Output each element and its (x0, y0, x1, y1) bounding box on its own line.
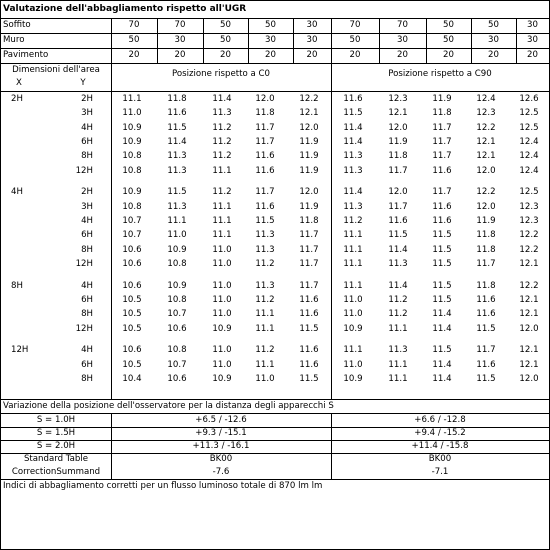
variation-label: S = 1.0H (36, 415, 76, 425)
rule (331, 18, 332, 63)
surface-value: 50 (128, 35, 140, 45)
ugr-value-c0: 11.8 (255, 108, 275, 119)
ugr-value-c90: 12.5 (519, 108, 539, 119)
ugr-value-c90: 12.3 (476, 108, 496, 119)
area-y: 12H (75, 323, 93, 334)
ugr-value-c90: 11.8 (476, 230, 496, 241)
ugr-value-c90: 11.7 (388, 201, 408, 212)
ugr-value-c90: 12.6 (519, 94, 539, 104)
ugr-value-c0: 11.8 (167, 94, 187, 104)
ugr-value-c90: 11.7 (432, 187, 452, 198)
ugr-value-c0: 10.9 (122, 136, 142, 147)
ugr-value-c0: 11.7 (299, 244, 319, 255)
ugr-value-c0: 10.6 (122, 280, 142, 291)
variation-c0: +11.3 / -16.1 (192, 441, 250, 451)
ugr-value-c0: 10.6 (167, 373, 187, 384)
correction-c90: -7.1 (431, 467, 449, 477)
ugr-value-c90: 12.5 (519, 122, 539, 133)
rule (203, 18, 204, 63)
area-x: 2H (11, 94, 23, 104)
ugr-value-c90: 11.6 (476, 294, 496, 305)
ugr-value-c90: 11.4 (343, 136, 363, 147)
ugr-value-c90: 11.8 (476, 280, 496, 291)
ugr-value-c90: 11.3 (343, 151, 363, 162)
ugr-value-c90: 11.5 (476, 373, 496, 384)
ugr-value-c90: 11.5 (476, 323, 496, 334)
area-y: 4H (81, 122, 93, 133)
area-x: 8H (11, 280, 23, 291)
area-y: 8H (81, 151, 93, 162)
surface-value: 70 (349, 20, 361, 30)
area-header-title: Dimensioni dell'area (12, 65, 100, 75)
rule (331, 63, 332, 399)
ugr-value-c0: 11.3 (167, 201, 187, 212)
surface-label-1: Muro (3, 35, 25, 45)
surface-value: 50 (443, 35, 454, 45)
surface-value: 30 (488, 35, 499, 45)
rule (516, 18, 517, 63)
surface-value: 30 (265, 35, 276, 45)
ugr-value-c90: 11.5 (432, 258, 452, 269)
standard-table-c0: BK00 (209, 454, 233, 464)
standard-table-c90: BK00 (428, 454, 452, 464)
ugr-value-c90: 12.1 (476, 151, 496, 162)
variation-c0: +6.5 / -12.6 (195, 415, 247, 425)
rule (248, 18, 249, 63)
surface-value: 20 (128, 50, 140, 60)
rule (111, 18, 112, 63)
ugr-value-c0: 11.6 (299, 359, 319, 370)
surface-value: 20 (397, 50, 408, 60)
ugr-value-c90: 11.2 (388, 309, 408, 320)
surface-value: 50 (220, 20, 231, 30)
ugr-value-c0: 11.4 (167, 136, 187, 147)
ugr-value-c90: 11.4 (343, 122, 363, 133)
ugr-value-c90: 11.5 (388, 230, 408, 241)
area-y: 6H (81, 294, 93, 305)
rule (1, 91, 549, 92)
ugr-value-c0: 11.7 (299, 280, 319, 291)
ugr-value-c0: 11.5 (299, 323, 319, 334)
ugr-value-c0: 11.2 (255, 294, 275, 305)
ugr-value-c0: 11.9 (299, 165, 319, 176)
ugr-value-c0: 12.0 (299, 122, 319, 133)
ugr-value-c90: 12.1 (388, 108, 408, 119)
ugr-value-c90: 12.2 (519, 244, 539, 255)
ugr-value-c0: 11.6 (167, 108, 187, 119)
ugr-value-c90: 12.1 (476, 136, 496, 147)
ugr-value-c90: 11.0 (343, 309, 363, 320)
rule (111, 63, 112, 399)
ugr-value-c0: 11.5 (167, 122, 187, 133)
ugr-value-c90: 11.5 (432, 230, 452, 241)
ugr-value-c0: 11.2 (212, 122, 232, 133)
ugr-value-c0: 10.9 (122, 122, 142, 133)
ugr-value-c0: 11.6 (299, 309, 319, 320)
area-y: 3H (81, 201, 93, 212)
ugr-value-c90: 11.6 (432, 165, 452, 176)
ugr-value-c90: 11.7 (388, 165, 408, 176)
ugr-value-c90: 11.4 (432, 359, 452, 370)
ugr-value-c90: 12.2 (476, 187, 496, 198)
ugr-value-c90: 11.4 (432, 309, 452, 320)
ugr-value-c90: 11.6 (432, 201, 452, 212)
ugr-value-c90: 11.1 (388, 359, 408, 370)
ugr-value-c0: 11.5 (255, 215, 275, 226)
ugr-value-c90: 11.1 (388, 373, 408, 384)
ugr-value-c0: 11.5 (167, 187, 187, 198)
ugr-value-c90: 11.3 (388, 258, 408, 269)
ugr-value-c90: 12.3 (388, 94, 408, 104)
ugr-value-c0: 11.0 (212, 280, 232, 291)
surface-label-2: Pavimento (3, 50, 49, 60)
ugr-value-c0: 11.0 (255, 373, 275, 384)
area-y: 6H (81, 136, 93, 147)
ugr-value-c90: 12.1 (519, 345, 539, 356)
surface-value: 30 (306, 35, 318, 45)
area-y: 12H (75, 165, 93, 176)
ugr-value-c0: 11.1 (255, 323, 275, 334)
ugr-value-c0: 10.5 (122, 294, 142, 305)
surface-value: 30 (527, 20, 538, 30)
ugr-value-c0: 10.4 (122, 373, 142, 384)
rule (379, 18, 380, 63)
ugr-value-c90: 12.0 (519, 373, 539, 384)
ugr-value-c0: 11.8 (299, 215, 319, 226)
rule (426, 18, 427, 63)
area-y: 4H (81, 345, 93, 356)
ugr-value-c90: 12.2 (519, 230, 539, 241)
variation-c90: +6.6 / -12.8 (414, 415, 466, 425)
surface-value: 20 (488, 50, 499, 60)
ugr-value-c0: 10.5 (122, 359, 142, 370)
ugr-value-c0: 12.1 (299, 108, 319, 119)
ugr-value-c0: 10.6 (122, 258, 142, 269)
ugr-value-c90: 11.4 (343, 187, 363, 198)
ugr-value-c90: 12.2 (476, 122, 496, 133)
ugr-value-c90: 11.7 (432, 122, 452, 133)
ugr-value-c90: 12.3 (519, 201, 539, 212)
ugr-value-c0: 10.7 (122, 230, 142, 241)
surface-value: 50 (265, 20, 276, 30)
area-y: 3H (81, 108, 93, 119)
ugr-value-c0: 10.7 (167, 309, 187, 320)
surface-value: 70 (128, 20, 140, 30)
ugr-value-c90: 12.4 (519, 165, 539, 176)
surface-value: 20 (265, 50, 276, 60)
area-y: 12H (75, 258, 93, 269)
ugr-value-c0: 10.5 (122, 323, 142, 334)
footer-note: Indici di abbagliamento corretti per un flusso luminoso totale di 870 lm lm (3, 481, 323, 491)
ugr-value-c0: 11.7 (255, 136, 275, 147)
ugr-value-c0: 10.5 (122, 309, 142, 320)
area-x: 4H (11, 187, 23, 198)
ugr-value-c90: 11.9 (432, 94, 452, 104)
variation-title: Variazione della posizione dell'osservatore per la distanza degli apparecchi S (3, 401, 334, 411)
area-x: 12H (11, 345, 29, 356)
surface-value: 20 (174, 50, 186, 60)
ugr-value-c0: 11.1 (212, 215, 232, 226)
surface-label-0: Soffito (3, 20, 31, 30)
surface-value: 50 (349, 35, 361, 45)
ugr-value-c0: 12.2 (299, 94, 319, 104)
ugr-value-c90: 11.3 (343, 201, 363, 212)
area-y: 8H (81, 373, 93, 384)
ugr-value-c90: 11.9 (476, 215, 496, 226)
ugr-value-c90: 12.0 (388, 187, 408, 198)
ugr-value-c90: 11.6 (388, 215, 408, 226)
ugr-value-c0: 11.3 (255, 280, 275, 291)
ugr-value-c0: 11.0 (212, 359, 232, 370)
ugr-value-c90: 12.0 (519, 323, 539, 334)
ugr-value-c90: 11.1 (388, 323, 408, 334)
rule (157, 18, 158, 63)
area-y: 6H (81, 230, 93, 241)
ugr-value-c90: 11.1 (343, 244, 363, 255)
ugr-value-c90: 12.2 (519, 280, 539, 291)
ugr-value-c0: 10.8 (122, 201, 142, 212)
variation-c0: +9.3 / -15.1 (195, 428, 247, 438)
ugr-value-c90: 11.7 (476, 345, 496, 356)
surface-value: 70 (174, 20, 186, 30)
ugr-value-c90: 12.1 (519, 294, 539, 305)
variation-label: S = 2.0H (36, 441, 76, 451)
ugr-value-c0: 11.9 (299, 151, 319, 162)
ugr-value-c90: 12.1 (519, 258, 539, 269)
ugr-value-c0: 11.3 (255, 230, 275, 241)
ugr-value-c90: 12.5 (519, 187, 539, 198)
surface-value: 50 (488, 20, 499, 30)
ugr-value-c0: 12.0 (255, 94, 275, 104)
ugr-value-c0: 11.1 (212, 230, 232, 241)
ugr-value-c0: 10.8 (122, 165, 142, 176)
ugr-value-c0: 11.7 (255, 122, 275, 133)
ugr-value-c90: 12.4 (519, 136, 539, 147)
ugr-value-c0: 11.3 (167, 165, 187, 176)
ugr-value-c90: 11.1 (343, 230, 363, 241)
area-y: 8H (81, 309, 93, 320)
rule (293, 18, 294, 63)
ugr-value-c90: 11.5 (343, 108, 363, 119)
surface-value: 30 (174, 35, 186, 45)
ugr-value-c0: 11.1 (212, 201, 232, 212)
ugr-value-c90: 11.7 (432, 151, 452, 162)
ugr-value-c0: 10.7 (167, 359, 187, 370)
ugr-value-c90: 11.5 (432, 244, 452, 255)
ugr-value-c0: 11.7 (299, 258, 319, 269)
ugr-value-c0: 11.1 (255, 309, 275, 320)
rule (471, 18, 472, 63)
surface-value: 50 (443, 20, 454, 30)
ugr-value-c90: 12.4 (519, 151, 539, 162)
ugr-value-c0: 11.9 (299, 136, 319, 147)
ugr-value-c0: 10.7 (122, 215, 142, 226)
area-y: 2H (81, 94, 93, 104)
ugr-value-c0: 10.8 (122, 151, 142, 162)
ugr-value-c90: 12.3 (519, 215, 539, 226)
surface-value: 50 (220, 35, 231, 45)
ugr-value-c90: 10.9 (343, 373, 363, 384)
variation-c90: +9.4 / -15.2 (414, 428, 466, 438)
ugr-value-c90: 11.7 (476, 258, 496, 269)
ugr-value-c0: 11.7 (255, 187, 275, 198)
ugr-value-c0: 11.0 (212, 345, 232, 356)
ugr-value-c0: 10.9 (212, 373, 232, 384)
ugr-value-c90: 12.4 (476, 94, 496, 104)
surface-value: 30 (397, 35, 408, 45)
ugr-value-c90: 11.5 (432, 294, 452, 305)
ugr-value-c0: 12.0 (299, 187, 319, 198)
ugr-value-c0: 10.6 (167, 323, 187, 334)
ugr-value-c0: 11.1 (122, 94, 142, 104)
ugr-value-c0: 10.6 (122, 244, 142, 255)
ugr-value-c90: 11.2 (343, 215, 363, 226)
table-title: Valutazione dell'abbagliamento rispetto all'UGR (3, 4, 247, 14)
surface-value: 20 (443, 50, 454, 60)
surface-value: 20 (220, 50, 231, 60)
ugr-value-c0: 11.0 (167, 230, 187, 241)
ugr-value-c0: 11.6 (255, 151, 275, 162)
ugr-value-c0: 11.0 (212, 258, 232, 269)
ugr-value-c0: 11.1 (212, 165, 232, 176)
ugr-value-c90: 12.0 (388, 122, 408, 133)
area-y: 8H (81, 244, 93, 255)
variation-label: S = 1.5H (36, 428, 76, 438)
ugr-value-c90: 11.8 (388, 151, 408, 162)
ugr-value-c0: 10.8 (167, 345, 187, 356)
ugr-value-c90: 11.6 (476, 309, 496, 320)
ugr-value-c90: 12.1 (519, 309, 539, 320)
ugr-value-c90: 11.1 (343, 258, 363, 269)
correction-c0: -7.6 (212, 467, 230, 477)
ugr-value-c0: 11.3 (212, 108, 232, 119)
ugr-value-c0: 11.2 (212, 187, 232, 198)
surface-value: 30 (527, 35, 538, 45)
ugr-value-c90: 11.4 (388, 244, 408, 255)
ugr-value-c0: 10.8 (167, 258, 187, 269)
ugr-value-c0: 11.1 (255, 359, 275, 370)
ugr-value-c90: 11.9 (388, 136, 408, 147)
ugr-value-c0: 11.0 (122, 108, 142, 119)
ugr-value-c90: 11.4 (432, 323, 452, 334)
surface-value: 20 (527, 50, 538, 60)
ugr-value-c90: 11.8 (476, 244, 496, 255)
ugr-value-c90: 10.9 (343, 323, 363, 334)
ugr-value-c90: 11.7 (432, 136, 452, 147)
ugr-value-c0: 11.3 (167, 151, 187, 162)
standard-table-label: Standard Table (23, 454, 89, 464)
ugr-value-c0: 11.2 (255, 258, 275, 269)
ugr-value-c0: 11.6 (299, 294, 319, 305)
ugr-value-c90: 11.4 (388, 280, 408, 291)
ugr-value-c0: 11.6 (255, 165, 275, 176)
area-y: 6H (81, 359, 93, 370)
variation-c90: +11.4 / -15.8 (411, 441, 469, 451)
ugr-value-c0: 11.1 (167, 215, 187, 226)
ugr-value-c90: 11.6 (476, 359, 496, 370)
ugr-value-c0: 11.2 (212, 151, 232, 162)
ugr-value-c90: 12.1 (519, 359, 539, 370)
surface-value: 20 (306, 50, 318, 60)
surface-value: 30 (306, 20, 318, 30)
surface-value: 70 (397, 20, 408, 30)
ugr-value-c0: 11.3 (255, 244, 275, 255)
ugr-value-c0: 11.6 (299, 345, 319, 356)
surface-value: 20 (349, 50, 361, 60)
ugr-value-c0: 11.0 (212, 294, 232, 305)
ugr-value-c90: 11.6 (343, 94, 363, 104)
ugr-value-c0: 10.9 (122, 187, 142, 198)
area-y: 2H (81, 187, 93, 198)
ugr-value-c90: 11.5 (432, 345, 452, 356)
ugr-value-c90: 12.0 (476, 165, 496, 176)
area-y: 4H (81, 280, 93, 291)
ugr-value-c90: 11.3 (388, 345, 408, 356)
ugr-value-c90: 11.3 (343, 165, 363, 176)
position-c90-header: Posizione rispetto a C90 (388, 69, 492, 79)
ugr-value-c0: 11.2 (255, 345, 275, 356)
ugr-value-c90: 11.2 (388, 294, 408, 305)
ugr-value-c0: 11.6 (255, 201, 275, 212)
ugr-value-c0: 11.7 (299, 230, 319, 241)
ugr-value-c90: 11.1 (343, 345, 363, 356)
ugr-value-c0: 10.9 (167, 244, 187, 255)
ugr-value-c0: 10.6 (122, 345, 142, 356)
ugr-value-c0: 11.0 (212, 309, 232, 320)
ugr-value-c90: 11.0 (343, 294, 363, 305)
position-c0-header: Posizione rispetto a C0 (172, 69, 270, 79)
ugr-value-c0: 10.9 (167, 280, 187, 291)
ugr-value-c90: 11.4 (432, 373, 452, 384)
area-header-x: X (16, 78, 22, 88)
ugr-value-c0: 10.9 (212, 323, 232, 334)
ugr-value-c90: 11.6 (432, 215, 452, 226)
ugr-value-c0: 10.8 (167, 294, 187, 305)
area-y: 4H (81, 215, 93, 226)
ugr-value-c0: 11.4 (212, 94, 232, 104)
ugr-value-c90: 11.8 (432, 108, 452, 119)
correction-label: CorrectionSummand (11, 467, 101, 477)
ugr-value-c90: 11.5 (432, 280, 452, 291)
ugr-value-c90: 11.1 (343, 280, 363, 291)
ugr-value-c0: 11.5 (299, 373, 319, 384)
ugr-value-c90: 12.0 (476, 201, 496, 212)
ugr-value-c0: 11.2 (212, 136, 232, 147)
area-header-y: Y (80, 78, 86, 88)
ugr-value-c0: 11.9 (299, 201, 319, 212)
ugr-value-c90: 11.0 (343, 359, 363, 370)
ugr-value-c0: 11.0 (212, 244, 232, 255)
